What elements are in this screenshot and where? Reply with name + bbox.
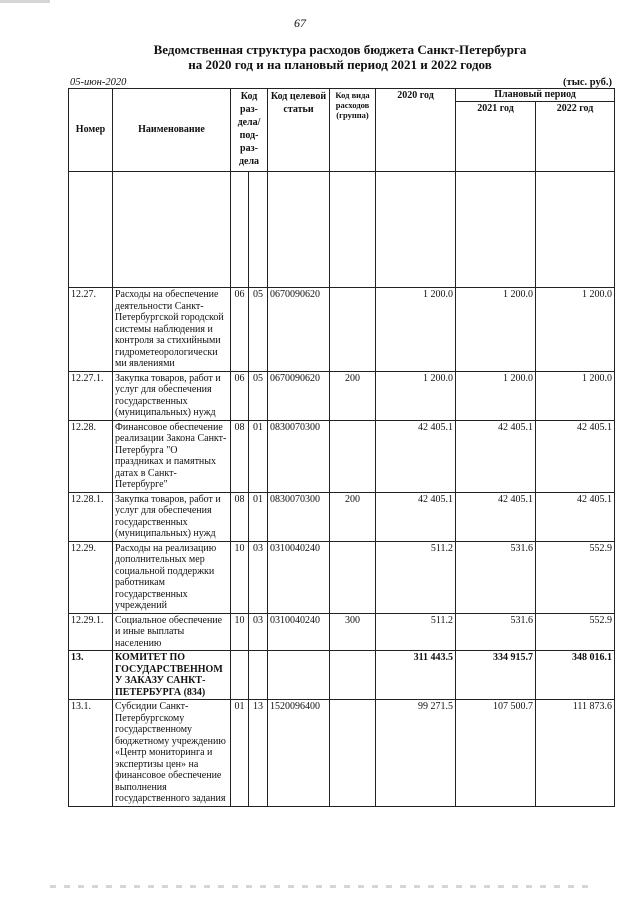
row-target-code bbox=[268, 651, 330, 700]
row-subsection-code: 01 bbox=[249, 492, 268, 541]
row-section-code: 10 bbox=[231, 613, 249, 651]
row-section-code: 10 bbox=[231, 541, 249, 613]
row-amount-2022: 111 873.6 bbox=[536, 700, 615, 807]
row-name: Финансовое обеспечение реализации Закона Санкт-Петербурга "О праздниках и памятных датах в Санкт-Петербурге" bbox=[113, 420, 231, 492]
row-number: 13. bbox=[69, 651, 113, 700]
row-amount-2020: 1 200.0 bbox=[376, 288, 456, 372]
row-target-code: 0830070300 bbox=[268, 420, 330, 492]
row-name: КОМИТЕТ ПО ГОСУДАРСТВЕННОМ У ЗАКАЗУ САНКТ-ПЕТЕРБУРГА (834) bbox=[113, 651, 231, 700]
table-row bbox=[69, 492, 615, 541]
row-name: Социальное обеспечение и иные выплаты населению bbox=[113, 613, 231, 651]
row-section-code: 06 bbox=[231, 371, 249, 420]
row-amount-2021: 334 915.7 bbox=[456, 651, 536, 700]
row-target-code: 1520096400 bbox=[268, 700, 330, 807]
table-row bbox=[69, 613, 615, 651]
row-number: 12.28. bbox=[69, 420, 113, 492]
header-section-code: Код раз-дела/ под-раз-дела bbox=[231, 89, 268, 172]
row-subsection-code bbox=[249, 651, 268, 700]
row-amount-2021: 42 405.1 bbox=[456, 420, 536, 492]
row-expense-type-code bbox=[330, 288, 376, 372]
row-name: Субсидии Санкт-Петербургскому государственному бюджетному учреждению «Центр мониторинга и экспертизы цен» на финансовое обеспечение выполнения государственного задания bbox=[113, 700, 231, 807]
row-number: 12.28.1. bbox=[69, 492, 113, 541]
header-target-code: Код целевой статьи bbox=[268, 89, 330, 172]
document-title-line-2: на 2020 год и на плановый период 2021 и 2022 годов bbox=[188, 57, 492, 72]
row-number: 13.1. bbox=[69, 700, 113, 807]
row-target-code: 0670090620 bbox=[268, 371, 330, 420]
row-expense-type-code bbox=[330, 541, 376, 613]
header-year-2021: 2021 год bbox=[456, 102, 536, 172]
table-spacer-row bbox=[69, 172, 615, 288]
row-target-code: 0830070300 bbox=[268, 492, 330, 541]
header-number: Номер bbox=[69, 89, 113, 172]
document-date: 05-июн-2020 bbox=[70, 77, 127, 88]
scan-artifact bbox=[0, 0, 50, 3]
row-amount-2020: 42 405.1 bbox=[376, 492, 456, 541]
header-year-2020: 2020 год bbox=[376, 89, 456, 172]
row-amount-2021: 42 405.1 bbox=[456, 492, 536, 541]
row-amount-2021: 531.6 bbox=[456, 541, 536, 613]
scan-artifact bbox=[50, 885, 590, 888]
row-target-code: 0670090620 bbox=[268, 288, 330, 372]
row-amount-2022: 552.9 bbox=[536, 541, 615, 613]
table-row bbox=[69, 541, 615, 613]
row-section-code: 06 bbox=[231, 288, 249, 372]
row-name: Расходы на обеспечение деятельности Санкт-Петербургской городской системы наблюдения и контроля за стихийными гидрометеорологически ми явлениями bbox=[113, 288, 231, 372]
row-expense-type-code: 300 bbox=[330, 613, 376, 651]
units-label: (тыс. руб.) bbox=[563, 77, 612, 88]
row-number: 12.27.1. bbox=[69, 371, 113, 420]
budget-table bbox=[68, 88, 615, 807]
row-amount-2020: 42 405.1 bbox=[376, 420, 456, 492]
table-row bbox=[69, 700, 615, 807]
row-section-code bbox=[231, 651, 249, 700]
row-number: 12.29.1. bbox=[69, 613, 113, 651]
row-amount-2020: 99 271.5 bbox=[376, 700, 456, 807]
row-subsection-code: 03 bbox=[249, 541, 268, 613]
page-number: 67 bbox=[294, 16, 306, 30]
row-target-code: 0310040240 bbox=[268, 541, 330, 613]
header-name: Наименование bbox=[113, 89, 231, 172]
row-subsection-code: 05 bbox=[249, 288, 268, 372]
row-amount-2021: 1 200.0 bbox=[456, 288, 536, 372]
row-section-code: 08 bbox=[231, 492, 249, 541]
row-name: Расходы на реализацию дополнительных мер социальной поддержки работникам государственных учреждений bbox=[113, 541, 231, 613]
row-expense-type-code bbox=[330, 700, 376, 807]
row-amount-2020: 511.2 bbox=[376, 613, 456, 651]
row-expense-type-code bbox=[330, 651, 376, 700]
header-planned-period: Плановый период bbox=[456, 89, 615, 102]
header-year-2022: 2022 год bbox=[536, 102, 615, 172]
row-expense-type-code bbox=[330, 420, 376, 492]
row-subsection-code: 13 bbox=[249, 700, 268, 807]
row-section-code: 08 bbox=[231, 420, 249, 492]
table-row bbox=[69, 288, 615, 372]
row-number: 12.29. bbox=[69, 541, 113, 613]
row-amount-2022: 1 200.0 bbox=[536, 371, 615, 420]
row-amount-2021: 531.6 bbox=[456, 613, 536, 651]
row-section-code: 01 bbox=[231, 700, 249, 807]
header-expense-type-code: Код вида расходов (группа) bbox=[330, 89, 376, 172]
row-subsection-code: 05 bbox=[249, 371, 268, 420]
table-row bbox=[69, 371, 615, 420]
row-expense-type-code: 200 bbox=[330, 371, 376, 420]
row-amount-2022: 552.9 bbox=[536, 613, 615, 651]
document-title-line-1: Ведомственная структура расходов бюджета Санкт-Петербурга bbox=[153, 42, 527, 57]
row-amount-2020: 511.2 bbox=[376, 541, 456, 613]
row-expense-type-code: 200 bbox=[330, 492, 376, 541]
row-amount-2022: 1 200.0 bbox=[536, 288, 615, 372]
row-amount-2020: 311 443.5 bbox=[376, 651, 456, 700]
row-amount-2022: 42 405.1 bbox=[536, 492, 615, 541]
row-target-code: 0310040240 bbox=[268, 613, 330, 651]
row-subsection-code: 01 bbox=[249, 420, 268, 492]
table-header-row bbox=[69, 89, 615, 102]
row-amount-2021: 107 500.7 bbox=[456, 700, 536, 807]
table-row bbox=[69, 420, 615, 492]
row-amount-2021: 1 200.0 bbox=[456, 371, 536, 420]
row-amount-2020: 1 200.0 bbox=[376, 371, 456, 420]
table-row bbox=[69, 651, 615, 700]
row-number: 12.27. bbox=[69, 288, 113, 372]
row-subsection-code: 03 bbox=[249, 613, 268, 651]
row-amount-2022: 42 405.1 bbox=[536, 420, 615, 492]
row-amount-2022: 348 016.1 bbox=[536, 651, 615, 700]
row-name: Закупка товаров, работ и услуг для обеспечения государственных (муниципальных) нужд bbox=[113, 492, 231, 541]
row-name: Закупка товаров, работ и услуг для обеспечения государственных (муниципальных) нужд bbox=[113, 371, 231, 420]
